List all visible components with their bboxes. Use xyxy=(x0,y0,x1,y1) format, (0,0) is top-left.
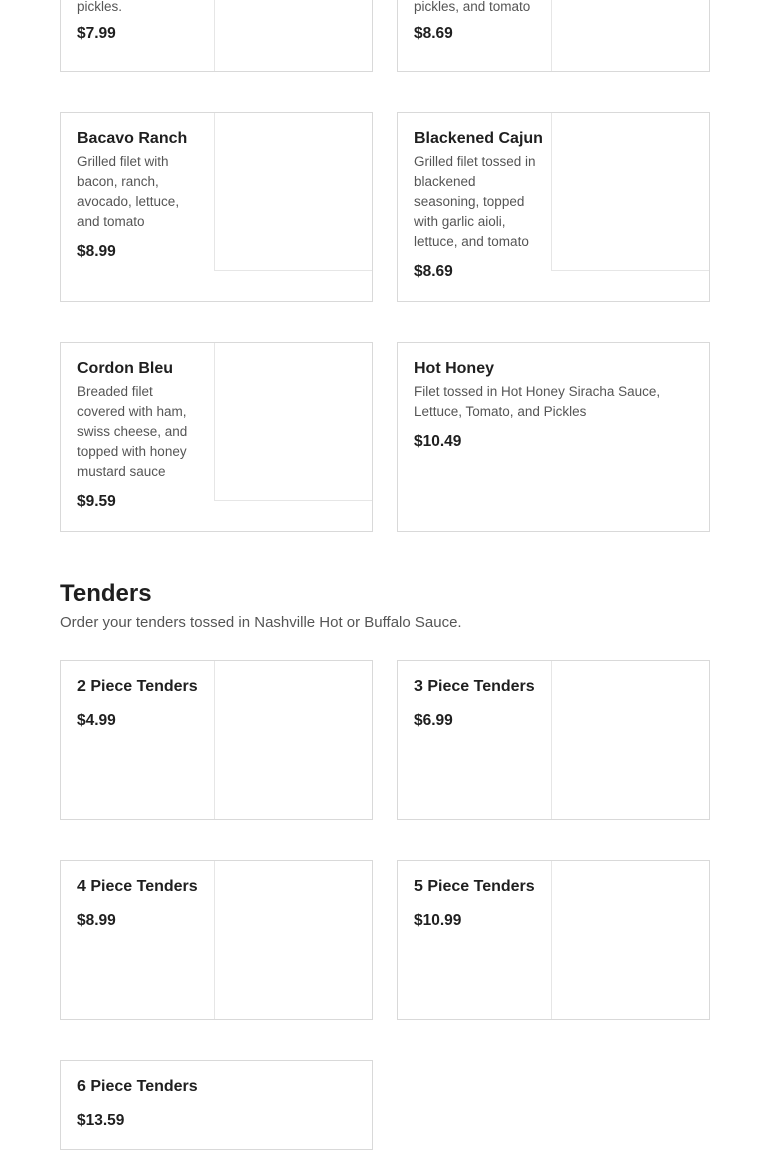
item-description: Filet tossed in Hot Honey Siracha Sauce, Lettuce, Tomato, and Pickles xyxy=(414,384,661,419)
item-price: $8.69 xyxy=(414,263,453,280)
menu-item-card[interactable] xyxy=(60,660,373,820)
item-image xyxy=(214,0,372,72)
menu-item-card[interactable] xyxy=(397,112,710,302)
item-name: Cordon Bleu xyxy=(77,360,173,377)
menu-item-card[interactable] xyxy=(60,1060,373,1150)
item-price: $10.99 xyxy=(414,912,462,929)
item-price: $8.99 xyxy=(77,243,116,260)
menu-item-card[interactable] xyxy=(60,0,373,72)
item-description: Breaded filet covered with ham, swiss cheese, and topped with honey mustard sauce xyxy=(77,384,188,479)
item-name: Bacavo Ranch xyxy=(77,130,188,147)
item-image xyxy=(551,113,709,271)
item-price: $6.99 xyxy=(414,712,453,729)
menu-item-card[interactable] xyxy=(397,660,710,820)
item-name: Hot Honey xyxy=(414,360,494,377)
item-price: $10.49 xyxy=(414,433,462,450)
item-price: $4.99 xyxy=(77,712,116,729)
section-subtitle: Order your tenders tossed in Nashville Hot or Buffalo Sauce. xyxy=(60,614,462,631)
item-name: 3 Piece Tenders xyxy=(414,678,535,695)
item-price: $9.59 xyxy=(77,493,116,510)
menu-item-card[interactable] xyxy=(60,860,373,1020)
item-image xyxy=(214,343,372,501)
menu-item-card[interactable] xyxy=(60,112,373,302)
item-image xyxy=(214,861,372,1020)
item-image xyxy=(551,861,709,1020)
item-description: pickles, and tomato xyxy=(414,0,531,14)
item-description: Grilled filet with bacon, ranch, avocado, lettuce, and tomato xyxy=(77,154,180,229)
item-price: $8.99 xyxy=(77,912,116,929)
menu-item-card[interactable] xyxy=(397,342,710,532)
item-price: $7.99 xyxy=(77,25,116,42)
item-image xyxy=(551,0,709,72)
item-price: $13.59 xyxy=(77,1112,125,1129)
menu-item-card[interactable] xyxy=(60,342,373,532)
item-description: pickles. xyxy=(77,0,123,14)
menu-item-card[interactable] xyxy=(397,0,710,72)
item-name: Blackened Cajun xyxy=(414,130,543,147)
menu-item-card[interactable] xyxy=(397,860,710,1020)
item-name: 5 Piece Tenders xyxy=(414,878,535,895)
item-name: 2 Piece Tenders xyxy=(77,678,198,695)
item-image xyxy=(551,661,709,820)
item-image xyxy=(214,661,372,820)
section-title: Tenders xyxy=(60,580,152,607)
item-name: 4 Piece Tenders xyxy=(77,878,198,895)
item-description: Grilled filet tossed in blackened seasoning, topped with garlic aioli, lettuce, and tomato xyxy=(414,154,536,249)
item-name: 6 Piece Tenders xyxy=(77,1078,198,1095)
item-image xyxy=(214,113,372,271)
item-price: $8.69 xyxy=(414,25,453,42)
